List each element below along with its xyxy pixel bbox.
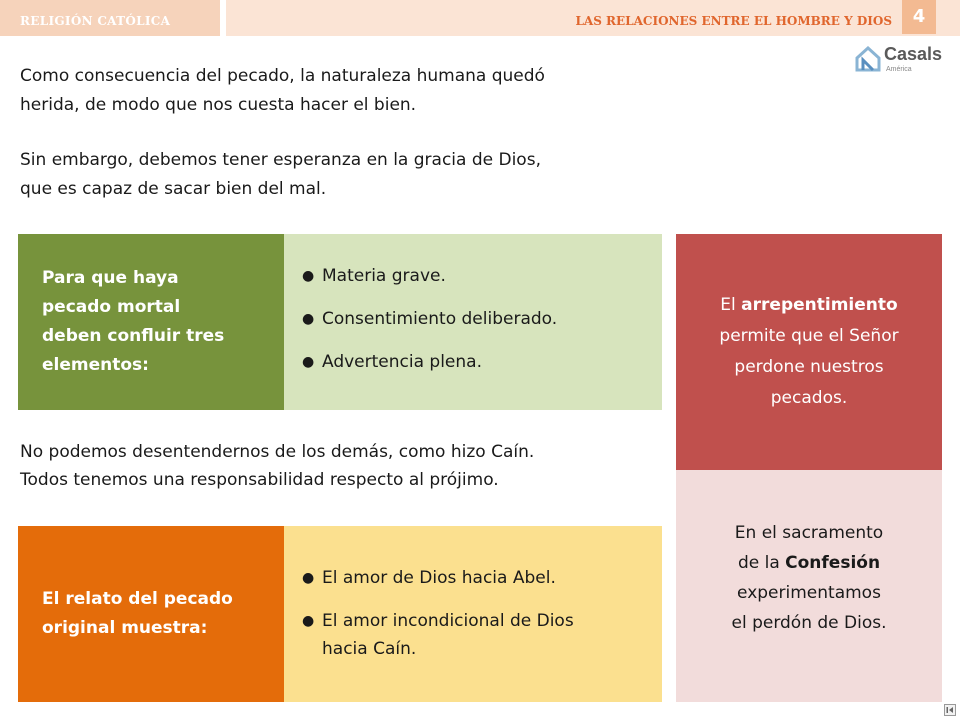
confession-bold: Confesión	[785, 553, 881, 573]
mortal-sin-elements-list	[284, 234, 662, 410]
middle-line2: Todos tenemos una responsabilidad respecto al prójimo.	[20, 470, 499, 490]
mortal-label-line: Para que haya	[42, 268, 179, 288]
repentance-box	[676, 234, 942, 470]
original-label-line: original muestra:	[42, 618, 208, 638]
logo-text: Casals	[884, 44, 943, 64]
bullet-icon: ●	[302, 354, 315, 370]
original-sin-label	[42, 585, 233, 643]
intro-p2-line2: que es capaz de sacar bien del mal.	[20, 179, 327, 199]
original-sin-list	[284, 526, 662, 702]
middle-line1: No podemos desentendernos de los demás, como hizo Caín.	[20, 442, 535, 462]
header-unit-bar	[226, 0, 960, 36]
mortal-label-line: pecado mortal	[42, 297, 181, 317]
repent-pre: El	[720, 295, 742, 315]
list-item-text	[322, 607, 574, 663]
list-item	[302, 262, 662, 290]
list-item-text: Consentimiento deliberado.	[322, 309, 558, 329]
confession-line3: experimentamos	[737, 583, 881, 603]
list-item	[302, 305, 662, 333]
original-label-line: El relato del pecado	[42, 589, 233, 609]
unit-title: LAS RELACIONES ENTRE EL HOMBRE Y DIOS	[575, 14, 892, 28]
list-item	[302, 607, 662, 663]
intro-p2-line1: Sin embargo, debemos tener esperanza en la gracia de Dios,	[20, 150, 541, 170]
responsibility-paragraph	[20, 438, 534, 494]
repentance-line2: permite que el Señor	[719, 326, 899, 346]
original-sin-label-box	[18, 526, 284, 702]
intro-paragraph-1	[20, 62, 545, 120]
mortal-sin-label	[42, 264, 224, 380]
bullet-icon: ●	[302, 268, 315, 284]
confession-pre: de la	[737, 553, 786, 573]
mortal-label-line: deben confluir tres	[42, 326, 225, 346]
item2-line1: El amor incondicional de Dios	[322, 611, 574, 631]
header-subject-bar	[0, 0, 220, 36]
intro-paragraph-2	[20, 146, 541, 204]
confession-line1: En el sacramento	[734, 523, 884, 543]
intro-p1-line1: Como consecuencia del pecado, la naturaleza humana quedó	[20, 66, 545, 86]
confession-box	[676, 470, 942, 702]
intro-p1-line2: herida, de modo que nos cuesta hacer el bien.	[20, 95, 417, 115]
bullet-icon: ●	[302, 311, 315, 327]
list-item	[302, 564, 662, 592]
item2-line2: hacia Caín.	[322, 639, 417, 659]
repentance-line4: pecados.	[770, 388, 848, 408]
list-item-text: El amor de Dios hacia Abel.	[322, 568, 556, 588]
mortal-label-line: elementos:	[42, 355, 149, 375]
unit-number-badge: 4	[902, 0, 936, 34]
bullet-icon: ●	[302, 570, 315, 586]
logo-subtext: América	[886, 66, 912, 73]
previous-slide-icon[interactable]	[944, 704, 956, 716]
house-logo-icon	[854, 46, 882, 72]
repent-bold: arrepentimiento	[741, 295, 898, 315]
repentance-line3: perdone nuestros	[734, 357, 884, 377]
confession-line2	[738, 548, 880, 578]
list-item	[302, 348, 662, 376]
casals-logo	[854, 44, 950, 76]
repentance-line1	[720, 290, 897, 321]
list-item-text: Advertencia plena.	[322, 352, 482, 372]
subject-title: RELIGIÓN CATÓLICA	[20, 14, 171, 28]
mortal-sin-label-box	[18, 234, 284, 410]
bullet-icon: ●	[302, 613, 315, 629]
list-item-text: Materia grave.	[322, 266, 446, 286]
confession-line4: el perdón de Dios.	[731, 613, 887, 633]
